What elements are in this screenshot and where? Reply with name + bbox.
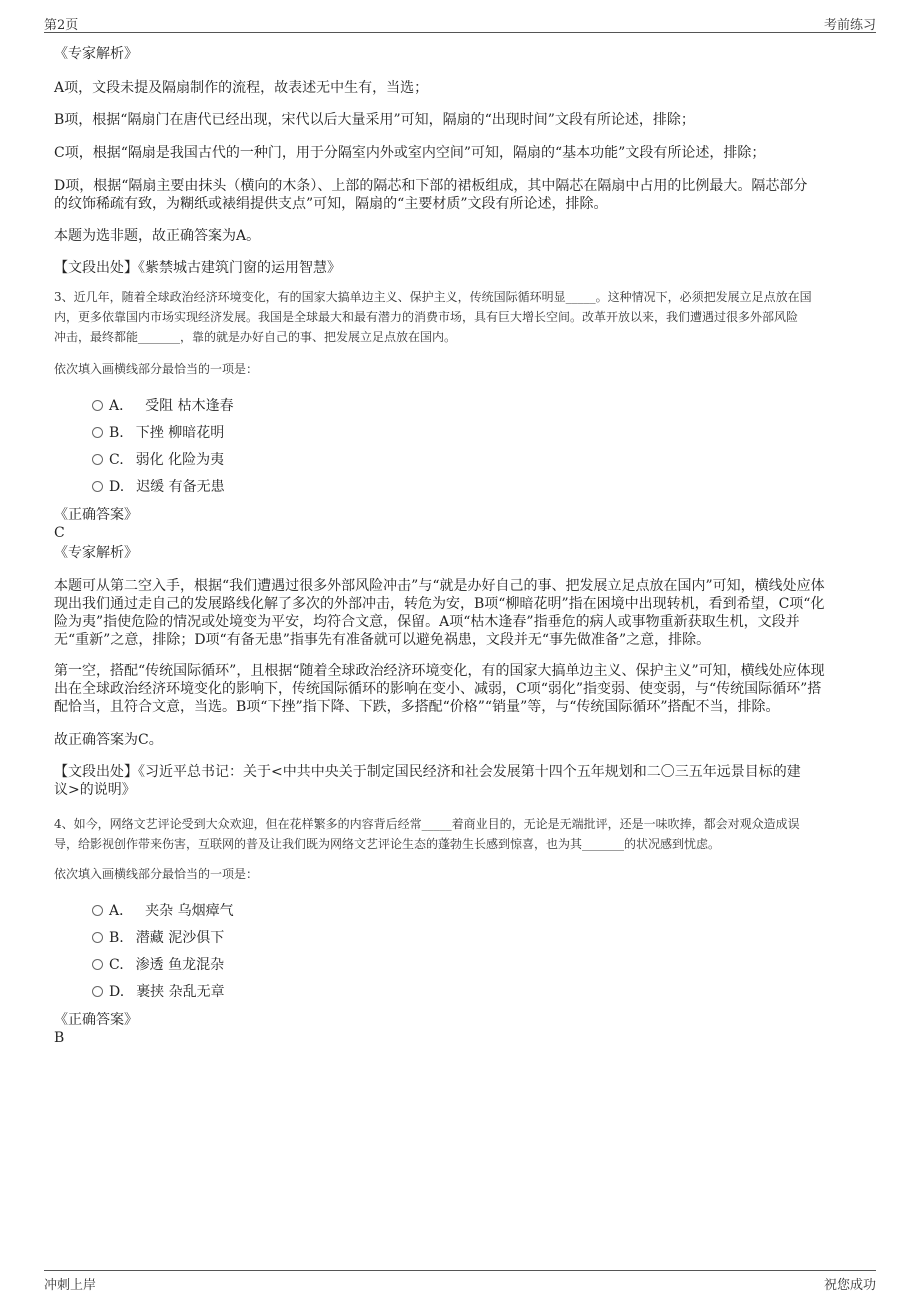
page-footer <box>44 1270 876 1293</box>
q2-analysis-a: A项，文段未提及隔扇制作的流程，故表述无中生有，当选； <box>54 80 429 96</box>
radio-icon[interactable] <box>92 986 103 997</box>
q3-answer: 《正确答案》 C <box>54 506 866 542</box>
radio-icon[interactable] <box>92 932 103 943</box>
q2-analysis-b: B项，根据“隔扇门在唐代已经出现，宋代以后大量采用”可知，隔扇的“出现时间”文段有所论述，排除； <box>54 112 695 128</box>
answer-value: C <box>54 525 65 541</box>
q3-analysis-p2: 第一空，搭配“传统国际循环”，且根据“随着全球政治经济环境变化，有的国家大搞单边主义、保护主义”可知，横线处应体现 出在全球政治经济环境变化的影响下，传统国际循环的影响在变小、减弱，C项“弱化”指变弱、使变弱，与“传统国际循环”搭 配恰当，且符合文意，当选。B项“下挫”指下降、下跌，多搭配“价格”“销量”等，与“传统国际循环”搭配不当，排除。 <box>54 663 825 715</box>
q3-conclusion: 故正确答案为C。 <box>54 732 163 748</box>
q2-conclusion: 本题为选非题，故正确答案为A。 <box>54 228 261 244</box>
q3-option-c[interactable]: C. 弱化 化险为夷 <box>92 451 224 469</box>
q3-stem: 3、近几年，随着全球政治经济环境变化，有的国家大搞单边主义、保护主义，传统国际循环明显_____。这种情况下，必须把发展立足点放在国 内，更多依靠国内市场实现经济发展。我国是全球最大和最有潜力的消费市场，具有巨大增长空间。改革开放以来，我们遭遇过很多外部风险 冲击，最终都能_______，靠的就是办好自己的事、把发展立足点放在国内。 <box>54 290 812 344</box>
q2-analysis-d: D项，根据“隔扇主要由抹头（横向的木条）、上部的隔芯和下部的裙板组成，其中隔芯在隔扇中占用的比例最大。隔芯部分 的纹饰稀疏有致，为糊纸或裱绢提供支点”可知，隔扇的“主要材质”文段有所论述，排除。 <box>54 178 808 212</box>
page-number: 第2页 <box>44 18 79 33</box>
radio-icon[interactable] <box>92 400 103 411</box>
footer-right: 祝您成功 <box>823 1278 876 1293</box>
radio-icon[interactable] <box>92 959 103 970</box>
header-title: 考前练习 <box>823 18 876 33</box>
q3-option-a[interactable]: A． 受阻 枯木逢春 <box>92 397 234 415</box>
q3-source: 【文段出处】《习近平总书记：关于<中共中央关于制定国民经济和社会发展第十四个五年规划和二〇三五年远景目标的建 议>的说明》 <box>54 764 801 798</box>
q3-analysis-p1: 本题可从第二空入手，根据“我们遭遇过很多外部风险冲击”与“就是办好自己的事、把发展立足点放在国内”可知，横线处应体 现出我们通过走自己的发展路线化解了多次的外部冲击，转危为安，B项“柳暗花明”指在困境中出现转机，看到希望，C项“化 险为夷”指使危险的情况或处境变为平安，均符合文意，保留。A项“枯木逢春”指垂危的病人或事物重新获取生机，文段并 无“重新”之意，排除；D项“有备无患”指事先有准备就可以避免祸患，文段并无“事先做准备”之意，排除。 <box>54 578 825 648</box>
q3-prompt: 依次填入画横线部分最恰当的一项是： <box>54 362 259 376</box>
radio-icon[interactable] <box>92 905 103 916</box>
q4-prompt: 依次填入画横线部分最恰当的一项是： <box>54 867 259 881</box>
radio-icon[interactable] <box>92 481 103 492</box>
q2-source: 【文段出处】《紫禁城古建筑门窗的运用智慧》 <box>54 260 341 276</box>
answer-value: B <box>54 1030 65 1046</box>
q3-analysis-heading: 《专家解析》 <box>54 545 138 561</box>
q4-option-a[interactable]: A． 夹杂 乌烟瘴气 <box>92 902 234 920</box>
q4-stem: 4、如今，网络文艺评论受到大众欢迎，但在花样繁多的内容背后经常_____着商业目的，无论是无端批评，还是一味吹捧，都会对观众造成误 导，给影视创作带来伤害，互联网的普及让我们既为网络文艺评论生态的蓬勃生长感到惊喜，也为其_______的状况感到忧虑。 <box>54 817 800 851</box>
footer-left: 冲刺上岸 <box>44 1278 97 1293</box>
page-header <box>44 14 876 33</box>
q3-option-d[interactable]: D. 迟缓 有备无患 <box>92 478 225 496</box>
q4-answer: 《正确答案》 B <box>54 1011 866 1047</box>
q2-analysis-heading: 《专家解析》 <box>54 46 138 62</box>
q2-analysis-c: C项，根据“隔扇是我国古代的一种门，用于分隔室内外或室内空间”可知，隔扇的“基本功能”文段有所论述，排除； <box>54 145 766 161</box>
q4-option-d[interactable]: D. 裹挟 杂乱无章 <box>92 983 225 1001</box>
q3-option-b[interactable]: B. 下挫 柳暗花明 <box>92 424 224 442</box>
radio-icon[interactable] <box>92 427 103 438</box>
q4-option-b[interactable]: B. 潜藏 泥沙俱下 <box>92 929 224 947</box>
radio-icon[interactable] <box>92 454 103 465</box>
q4-option-c[interactable]: C. 渗透 鱼龙混杂 <box>92 956 224 974</box>
